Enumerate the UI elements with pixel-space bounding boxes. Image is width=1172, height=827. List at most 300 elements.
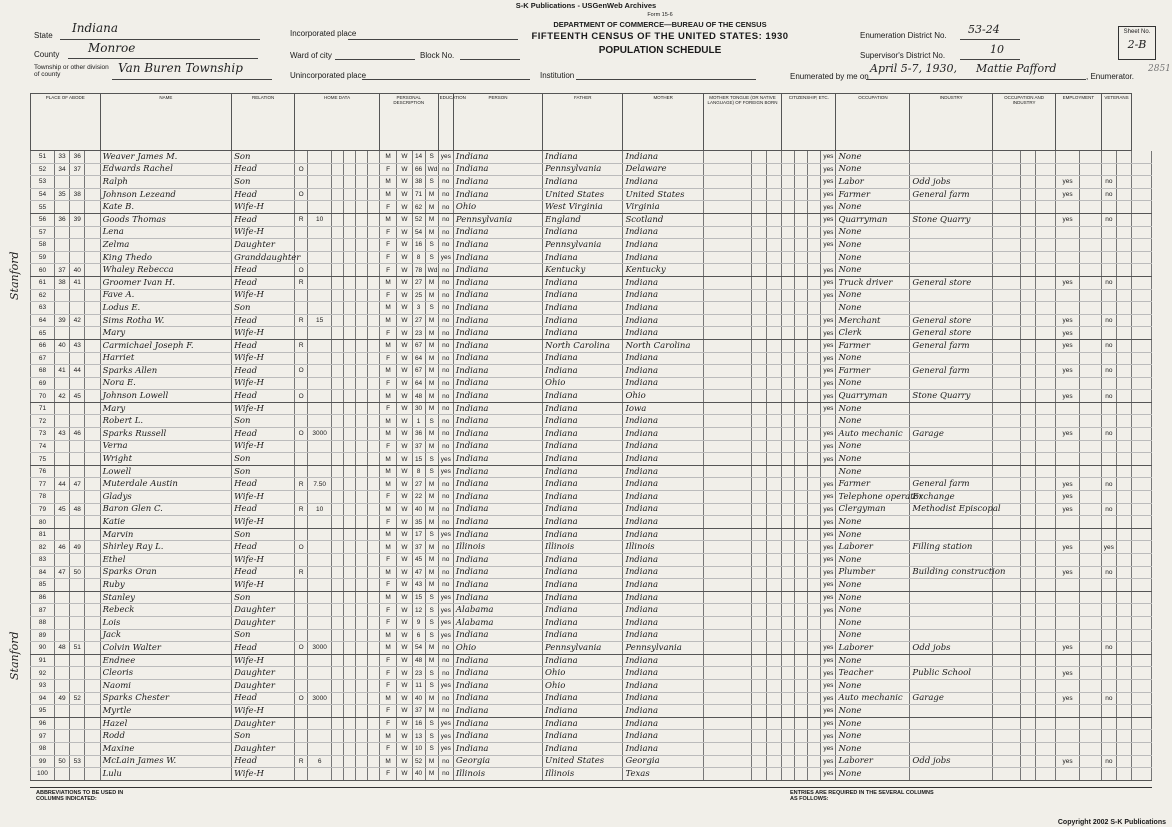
- cell-empty: [766, 440, 781, 453]
- cell-empty: [782, 365, 795, 378]
- cell-sex: F: [379, 201, 396, 214]
- cell-empty: [1021, 415, 1036, 428]
- cell-empty: [766, 327, 781, 340]
- cell-vet: [1101, 717, 1116, 730]
- table-row: [31, 264, 1152, 277]
- cell-age: 1: [412, 415, 425, 428]
- cell-empty: [766, 667, 781, 680]
- cell-empty: [356, 717, 368, 730]
- cell-rel: Head: [232, 541, 295, 554]
- cell-vet: [1101, 768, 1116, 781]
- cell-ms: S: [425, 717, 438, 730]
- cell-ind: [910, 604, 993, 617]
- cell-age: 37: [412, 705, 425, 718]
- cell-empty: [332, 264, 344, 277]
- cell-empty: [367, 503, 379, 516]
- cell-empty: [795, 188, 808, 201]
- cell-home: R: [295, 213, 308, 226]
- cell-empty: [1132, 251, 1152, 264]
- cell-home: [295, 768, 308, 781]
- cell-home: R: [295, 478, 308, 491]
- cell-rel: Head: [232, 188, 295, 201]
- cell-empty: [751, 503, 766, 516]
- cell-vet: no: [1101, 276, 1116, 289]
- cell-empty: [367, 226, 379, 239]
- cell-sch: no: [438, 201, 453, 214]
- cell-vet: [1101, 163, 1116, 176]
- cell-home: [295, 554, 308, 567]
- cell-empty: [367, 478, 379, 491]
- census-title: FIFTEENTH CENSUS OF THE UNITED STATES: 1930: [531, 31, 789, 42]
- cell-empty: [993, 705, 1021, 718]
- cell-ind: General farm: [910, 365, 993, 378]
- cell-race: W: [397, 428, 412, 441]
- cell-empty: [782, 327, 795, 340]
- cell-home: O: [295, 428, 308, 441]
- cell-d: [54, 730, 69, 743]
- cell-mpob: Indiana: [623, 616, 703, 629]
- cell-name: Jack: [100, 629, 232, 642]
- cell-empty: [808, 730, 821, 743]
- table-row: [31, 163, 1152, 176]
- cell-val: [308, 465, 332, 478]
- cell-mpob: United States: [623, 188, 703, 201]
- cell-wk: yes: [1056, 667, 1080, 680]
- cell-home: [295, 440, 308, 453]
- cell-sch: no: [438, 554, 453, 567]
- cell-empty: [1036, 465, 1056, 478]
- cell-d: [54, 453, 69, 466]
- cell-ind: [910, 629, 993, 642]
- margin-note-left-top: Stanford: [8, 251, 21, 300]
- cell-ms: M: [425, 491, 438, 504]
- cell-sch: no: [438, 402, 453, 415]
- cell-ms: S: [425, 667, 438, 680]
- cell-sex: M: [379, 339, 396, 352]
- cell-sex: M: [379, 276, 396, 289]
- cell-empty: [344, 151, 356, 164]
- cell-empty: [782, 352, 795, 365]
- cell-empty: [1132, 516, 1152, 529]
- cell-empty: [795, 503, 808, 516]
- unincorporated-field: [362, 67, 530, 80]
- cell-line: 94: [31, 692, 55, 705]
- cell-ind: Public School: [910, 667, 993, 680]
- cell-empty: [367, 491, 379, 504]
- cell-empty: [751, 491, 766, 504]
- cell-age: 40: [412, 503, 425, 516]
- cell-empty: [1021, 616, 1036, 629]
- cell-empty: [782, 705, 795, 718]
- cell-empty: [766, 616, 781, 629]
- cell-d: [54, 226, 69, 239]
- cell-empty: [1079, 591, 1101, 604]
- cell-empty: [766, 239, 781, 252]
- cell-line: 77: [31, 478, 55, 491]
- cell-empty: [1021, 289, 1036, 302]
- cell-pob: Indiana: [453, 314, 542, 327]
- cell-sch: no: [438, 541, 453, 554]
- cell-empty: [703, 327, 751, 340]
- cell-empty: [367, 654, 379, 667]
- cell-empty: [367, 264, 379, 277]
- cell-occ: None: [836, 163, 910, 176]
- cell-vet: [1101, 528, 1116, 541]
- cell-empty: [703, 213, 751, 226]
- cell-empty: [795, 226, 808, 239]
- cell-home: [295, 302, 308, 315]
- cell-empty: [1036, 365, 1056, 378]
- cell-val: [308, 453, 332, 466]
- cell-empty: [993, 151, 1021, 164]
- cell-pob: Indiana: [453, 276, 542, 289]
- cell-pob: Indiana: [453, 742, 542, 755]
- cell-eng: yes: [821, 365, 836, 378]
- cell-mpob: Indiana: [623, 151, 703, 164]
- cell-name: Harriet: [100, 352, 232, 365]
- cell-home: [295, 528, 308, 541]
- cell-age: 16: [412, 717, 425, 730]
- cell-empty: [344, 528, 356, 541]
- cell-pob: Indiana: [453, 667, 542, 680]
- cell-wk: [1056, 516, 1080, 529]
- cell-line: 89: [31, 629, 55, 642]
- cell-empty: [1116, 491, 1131, 504]
- cell-home: [295, 604, 308, 617]
- cell-occ: Clergyman: [836, 503, 910, 516]
- cell-vet: [1101, 679, 1116, 692]
- cell-empty: [766, 717, 781, 730]
- cell-empty: [367, 289, 379, 302]
- cell-rel: Daughter: [232, 742, 295, 755]
- cell-mpob: Indiana: [623, 176, 703, 189]
- cell-empty: [1079, 314, 1101, 327]
- cell-fpob: Pennsylvania: [543, 163, 623, 176]
- cell-empty: [356, 516, 368, 529]
- cell-empty: [356, 151, 368, 164]
- cell-wk: [1056, 352, 1080, 365]
- cell-empty: [85, 629, 100, 642]
- cell-mpob: Indiana: [623, 579, 703, 592]
- cell-home: O: [295, 264, 308, 277]
- cell-pob: Indiana: [453, 503, 542, 516]
- cell-empty: [356, 251, 368, 264]
- cell-empty: [782, 188, 795, 201]
- cell-occ: Auto mechanic: [836, 428, 910, 441]
- cell-empty: [85, 742, 100, 755]
- cell-empty: [1079, 201, 1101, 214]
- cell-fpob: Indiana: [543, 503, 623, 516]
- cell-empty: [332, 213, 344, 226]
- cell-wk: [1056, 705, 1080, 718]
- cell-sex: F: [379, 251, 396, 264]
- cell-fpob: Indiana: [543, 440, 623, 453]
- cell-empty: [795, 667, 808, 680]
- cell-sch: no: [438, 667, 453, 680]
- county-field: [68, 41, 258, 59]
- cell-race: W: [397, 201, 412, 214]
- cell-age: 27: [412, 478, 425, 491]
- cell-empty: [367, 730, 379, 743]
- cell-race: W: [397, 667, 412, 680]
- cell-val: [308, 768, 332, 781]
- cell-empty: [993, 402, 1021, 415]
- cell-empty: [85, 667, 100, 680]
- cell-empty: [356, 440, 368, 453]
- cell-rel: Son: [232, 302, 295, 315]
- cell-rel: Head: [232, 478, 295, 491]
- cell-empty: [1079, 491, 1101, 504]
- cell-empty: [782, 642, 795, 655]
- cell-d: [54, 402, 69, 415]
- cell-name: Sparks Allen: [100, 365, 232, 378]
- cell-empty: [1132, 491, 1152, 504]
- cell-empty: [356, 654, 368, 667]
- cell-f: 43: [70, 339, 85, 352]
- cell-vet: no: [1101, 314, 1116, 327]
- cell-age: 78: [412, 264, 425, 277]
- cell-pob: Illinois: [453, 541, 542, 554]
- cell-empty: [1132, 642, 1152, 655]
- cell-empty: [993, 176, 1021, 189]
- cell-empty: [782, 679, 795, 692]
- cell-empty: [703, 163, 751, 176]
- cell-empty: [1079, 327, 1101, 340]
- cell-empty: [1116, 428, 1131, 441]
- cell-empty: [367, 188, 379, 201]
- cell-vet: [1101, 402, 1116, 415]
- cell-name: Muterdale Austin: [100, 478, 232, 491]
- cell-ind: Odd jobs: [910, 755, 993, 768]
- cell-empty: [1021, 264, 1036, 277]
- cell-pob: Ohio: [453, 642, 542, 655]
- cell-ind: [910, 352, 993, 365]
- footer-abbreviations: ABBREVIATIONS TO BE USED IN COLUMNS INDICATED:: [36, 790, 124, 802]
- cell-empty: [1132, 264, 1152, 277]
- copyright: Copyright 2002 S-K Publications: [1057, 819, 1166, 826]
- cell-empty: [1132, 276, 1152, 289]
- cell-empty: [1021, 705, 1036, 718]
- cell-vet: [1101, 302, 1116, 315]
- cell-line: 59: [31, 251, 55, 264]
- form-number: Form 15-6: [647, 12, 673, 18]
- cell-val: [308, 415, 332, 428]
- cell-name: Maxine: [100, 742, 232, 755]
- cell-empty: [344, 541, 356, 554]
- cell-empty: [85, 151, 100, 164]
- cell-eng: yes: [821, 755, 836, 768]
- cell-val: [308, 390, 332, 403]
- cell-empty: [1132, 314, 1152, 327]
- cell-empty: [1036, 176, 1056, 189]
- cell-empty: [751, 768, 766, 781]
- cell-f: [70, 528, 85, 541]
- cell-ms: S: [425, 629, 438, 642]
- cell-empty: [808, 352, 821, 365]
- cell-pob: Illinois: [453, 768, 542, 781]
- cell-empty: [367, 176, 379, 189]
- cell-d: [54, 705, 69, 718]
- cell-sch: no: [438, 566, 453, 579]
- population-table: [30, 93, 1152, 781]
- cell-empty: [1021, 629, 1036, 642]
- cell-line: 70: [31, 390, 55, 403]
- cell-empty: [1116, 151, 1131, 164]
- cell-empty: [808, 616, 821, 629]
- cell-val: [308, 579, 332, 592]
- cell-ind: [910, 453, 993, 466]
- cell-rel: Son: [232, 415, 295, 428]
- cell-empty: [993, 755, 1021, 768]
- cell-empty: [1021, 276, 1036, 289]
- cell-empty: [332, 730, 344, 743]
- cell-empty: [1079, 654, 1101, 667]
- cell-empty: [332, 654, 344, 667]
- cell-empty: [1036, 402, 1056, 415]
- table-row: [31, 667, 1152, 680]
- cell-empty: [356, 629, 368, 642]
- cell-f: 36: [70, 151, 85, 164]
- cell-pob: Indiana: [453, 705, 542, 718]
- cell-race: W: [397, 717, 412, 730]
- cell-line: 75: [31, 453, 55, 466]
- cell-empty: [766, 755, 781, 768]
- cell-empty: [808, 415, 821, 428]
- cell-pob: Indiana: [453, 176, 542, 189]
- cell-empty: [1132, 201, 1152, 214]
- cell-rel: Head: [232, 339, 295, 352]
- cell-fpob: Ohio: [543, 377, 623, 390]
- cell-home: O: [295, 365, 308, 378]
- cell-empty: [344, 239, 356, 252]
- cell-empty: [1079, 541, 1101, 554]
- cell-empty: [808, 503, 821, 516]
- cell-occ: None: [836, 239, 910, 252]
- cell-empty: [1132, 440, 1152, 453]
- cell-home: O: [295, 692, 308, 705]
- cell-vet: no: [1101, 390, 1116, 403]
- cell-empty: [766, 151, 781, 164]
- cell-ms: M: [425, 402, 438, 415]
- cell-occ: None: [836, 717, 910, 730]
- cell-empty: [332, 705, 344, 718]
- cell-rel: Son: [232, 730, 295, 743]
- cell-empty: [808, 755, 821, 768]
- cell-f: 49: [70, 541, 85, 554]
- cell-empty: [1021, 478, 1036, 491]
- cell-empty: [1116, 742, 1131, 755]
- cell-empty: [751, 440, 766, 453]
- cell-vet: no: [1101, 428, 1116, 441]
- cell-empty: [1116, 629, 1131, 642]
- cell-empty: [367, 642, 379, 655]
- cell-rel: Daughter: [232, 717, 295, 730]
- cell-ms: S: [425, 604, 438, 617]
- cell-empty: [1132, 755, 1152, 768]
- cell-eng: [821, 616, 836, 629]
- cell-d: [54, 768, 69, 781]
- cell-ind: [910, 264, 993, 277]
- cell-d: 43: [54, 428, 69, 441]
- cell-d: 50: [54, 755, 69, 768]
- cell-home: [295, 654, 308, 667]
- cell-empty: [795, 264, 808, 277]
- cell-empty: [703, 465, 751, 478]
- cell-val: 10: [308, 213, 332, 226]
- cell-age: 10: [412, 742, 425, 755]
- cell-empty: [993, 302, 1021, 315]
- cell-wk: [1056, 742, 1080, 755]
- cell-empty: [751, 276, 766, 289]
- cell-sex: M: [379, 390, 396, 403]
- cell-val: [308, 730, 332, 743]
- county-value: Monroe: [88, 41, 136, 55]
- cell-empty: [332, 289, 344, 302]
- cell-ind: General farm: [910, 188, 993, 201]
- cell-sch: no: [438, 692, 453, 705]
- cell-empty: [766, 516, 781, 529]
- cell-d: [54, 629, 69, 642]
- cell-age: 25: [412, 289, 425, 302]
- cell-f: [70, 742, 85, 755]
- cell-empty: [344, 554, 356, 567]
- state-field: [60, 21, 260, 40]
- cell-empty: [1116, 616, 1131, 629]
- cell-d: [54, 554, 69, 567]
- cell-ind: [910, 528, 993, 541]
- cell-mpob: Indiana: [623, 692, 703, 705]
- cell-empty: [795, 428, 808, 441]
- cell-sex: F: [379, 239, 396, 252]
- cell-empty: [1021, 566, 1036, 579]
- cell-empty: [782, 742, 795, 755]
- cell-empty: [1116, 213, 1131, 226]
- cell-age: 64: [412, 352, 425, 365]
- cell-wk: [1056, 591, 1080, 604]
- cell-ind: Garage: [910, 428, 993, 441]
- cell-f: 37: [70, 163, 85, 176]
- cell-sex: M: [379, 415, 396, 428]
- cell-sex: F: [379, 705, 396, 718]
- cell-f: [70, 453, 85, 466]
- col-name: NAME: [100, 94, 232, 151]
- cell-sch: yes: [438, 679, 453, 692]
- cell-empty: [1021, 541, 1036, 554]
- cell-empty: [356, 339, 368, 352]
- cell-empty: [85, 327, 100, 340]
- cell-name: Katie: [100, 516, 232, 529]
- cell-empty: [332, 239, 344, 252]
- cell-empty: [85, 226, 100, 239]
- cell-rel: Wife-H: [232, 440, 295, 453]
- cell-rel: Head: [232, 276, 295, 289]
- cell-ind: [910, 440, 993, 453]
- cell-empty: [795, 491, 808, 504]
- cell-empty: [782, 239, 795, 252]
- cell-empty: [332, 541, 344, 554]
- cell-mpob: Indiana: [623, 667, 703, 680]
- cell-ind: General store: [910, 314, 993, 327]
- table-row: [31, 339, 1152, 352]
- cell-fpob: Indiana: [543, 616, 623, 629]
- cell-empty: [993, 390, 1021, 403]
- cell-empty: [1132, 352, 1152, 365]
- cell-empty: [808, 176, 821, 189]
- cell-sch: yes: [438, 151, 453, 164]
- cell-rel: Son: [232, 453, 295, 466]
- cell-empty: [85, 188, 100, 201]
- cell-val: [308, 629, 332, 642]
